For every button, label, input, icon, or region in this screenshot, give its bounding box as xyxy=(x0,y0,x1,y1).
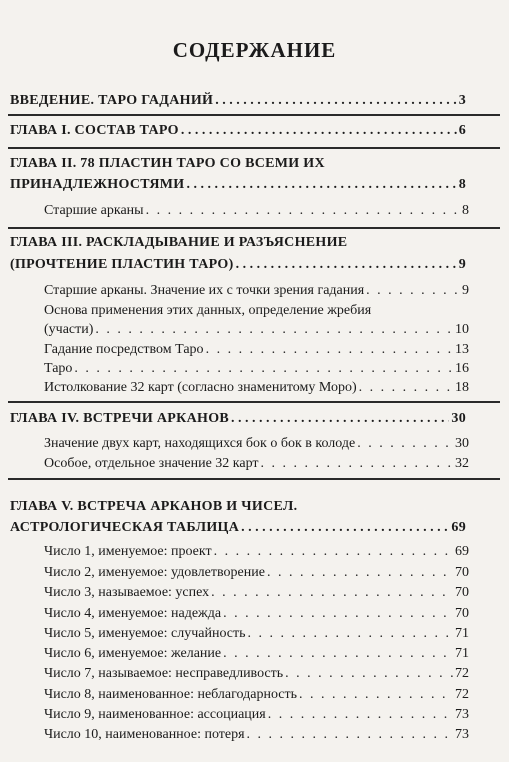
toc-page-number: 9 xyxy=(458,257,466,272)
toc-subentry xyxy=(44,583,469,603)
toc-label: Число 10, наименованное: потеря xyxy=(44,727,245,742)
toc-subentry xyxy=(44,644,469,664)
toc-page-number: 72 xyxy=(455,666,469,681)
leader-dots xyxy=(357,434,453,454)
leader-dots xyxy=(223,644,453,664)
toc-page-number: 71 xyxy=(455,626,469,641)
leader-dots xyxy=(268,705,453,725)
toc-page-number: 30 xyxy=(451,411,466,426)
leader-dots xyxy=(299,685,453,705)
toc-page-number: 9 xyxy=(462,283,469,298)
toc-entry-chapter-1 xyxy=(10,120,466,142)
section-divider xyxy=(8,478,500,480)
toc-subentry xyxy=(44,685,469,705)
toc-entry-chapter-3 xyxy=(10,254,466,276)
page-title: СОДЕРЖАНИЕ xyxy=(172,38,337,62)
toc-subentry xyxy=(44,705,469,725)
toc-page-number: 70 xyxy=(455,585,469,600)
toc-label: Число 3, называемое: успех xyxy=(44,585,210,600)
toc-label: Число 5, именуемое: случайность xyxy=(44,626,246,641)
toc-entry-chapter-2 xyxy=(10,174,466,196)
toc-subentry xyxy=(44,563,469,583)
section-divider xyxy=(8,227,500,229)
toc-label: Число 7, называемое: несправедливость xyxy=(44,666,284,681)
leader-dots xyxy=(74,359,453,379)
toc-page-number: 8 xyxy=(458,177,466,192)
toc-subentry-line-1: Основа применения этих данных, определение жребия xyxy=(44,303,372,318)
toc-entry-chapter-4 xyxy=(10,408,466,430)
leader-dots xyxy=(248,624,453,644)
toc-label: (участи) xyxy=(44,322,94,337)
toc-page-number: 32 xyxy=(455,456,469,471)
toc-page-number: 73 xyxy=(455,727,469,742)
leader-dots xyxy=(214,542,453,562)
leader-dots xyxy=(359,378,453,398)
leader-dots xyxy=(247,725,453,745)
toc-subentry xyxy=(44,359,469,379)
toc-page-number: 69 xyxy=(455,544,469,559)
leader-dots xyxy=(95,320,453,340)
leader-dots xyxy=(223,604,453,624)
toc-page-number: 8 xyxy=(462,203,469,218)
toc-label: АСТРОЛОГИЧЕСКАЯ ТАБЛИЦА xyxy=(10,520,240,535)
toc-page-number: 30 xyxy=(455,436,469,451)
toc-subentry xyxy=(44,378,469,398)
toc-page-number: 3 xyxy=(458,93,466,108)
toc-label: Гадание посредством Таро xyxy=(44,342,204,357)
toc-label: Число 1, именуемое: проект xyxy=(44,544,212,559)
leader-dots xyxy=(241,517,449,539)
leader-dots xyxy=(231,408,449,430)
toc-page-number: 69 xyxy=(451,520,466,535)
toc-subentry xyxy=(44,201,469,221)
toc-subentry xyxy=(44,542,469,562)
toc-label: Старшие арканы xyxy=(44,203,144,218)
toc-label: Число 2, именуемое: удовлетворение xyxy=(44,565,265,580)
toc-label: ГЛАВА I. СОСТАВ ТАРО xyxy=(10,123,179,138)
toc-label: Таро xyxy=(44,361,73,376)
section-divider xyxy=(8,114,500,116)
toc-page-number: 72 xyxy=(455,687,469,702)
leader-dots xyxy=(285,664,453,684)
toc-subentry xyxy=(44,434,469,454)
leader-dots xyxy=(206,340,453,360)
toc-label: Старшие арканы. Значение их с точки зрения гадания xyxy=(44,283,365,298)
toc-subentry xyxy=(44,320,469,340)
leader-dots xyxy=(261,454,453,474)
leader-dots xyxy=(366,281,460,301)
leader-dots xyxy=(181,120,457,142)
toc-subentry xyxy=(44,624,469,644)
toc-page-number: 70 xyxy=(455,565,469,580)
leader-dots xyxy=(215,90,456,112)
toc-page-number: 71 xyxy=(455,646,469,661)
toc-page-number: 13 xyxy=(455,342,469,357)
toc-label: Число 4, именуемое: надежда xyxy=(44,606,222,621)
toc-label: Истолкование 32 карт (согласно знаменитому Моро) xyxy=(44,380,357,395)
section-divider xyxy=(8,401,500,403)
toc-label: Особое, отдельное значение 32 карт xyxy=(44,456,259,471)
toc-entry-chapter-5 xyxy=(10,517,466,539)
toc-page-number: 70 xyxy=(455,606,469,621)
toc-subentry xyxy=(44,281,469,301)
section-divider xyxy=(8,147,500,149)
toc-label: ПРИНАДЛЕЖНОСТЯМИ xyxy=(10,177,185,192)
toc-label: Значение двух карт, находящихся бок о бок в колоде xyxy=(44,436,356,451)
leader-dots xyxy=(186,174,456,196)
toc-page-number: 10 xyxy=(455,322,469,337)
toc-label: Число 6, именуемое: желание xyxy=(44,646,222,661)
leader-dots xyxy=(267,563,453,583)
toc-subentry xyxy=(44,454,469,474)
toc-label: ГЛАВА IV. ВСТРЕЧИ АРКАНОВ xyxy=(10,411,230,426)
toc-subentry xyxy=(44,340,469,360)
toc-subentry xyxy=(44,725,469,745)
toc-label: ВВЕДЕНИЕ. ТАРО ГАДАНИЙ xyxy=(10,93,214,108)
leader-dots xyxy=(236,254,457,276)
toc-label: (ПРОЧТЕНИЕ ПЛАСТИН ТАРО) xyxy=(10,257,234,272)
toc-entry-intro xyxy=(10,90,466,112)
toc-label: Число 9, наименованное: ассоциация xyxy=(44,707,266,722)
toc-page-number: 6 xyxy=(458,123,466,138)
toc-subentry xyxy=(44,664,469,684)
toc-page-number: 73 xyxy=(455,707,469,722)
leader-dots xyxy=(211,583,453,603)
toc-chapter-2-line-1: ГЛАВА II. 78 ПЛАСТИН ТАРО СО ВСЕМИ ИХ xyxy=(10,156,325,171)
toc-label: Число 8, наименованное: неблагодарность xyxy=(44,687,298,702)
toc-page-number: 16 xyxy=(455,361,469,376)
toc-chapter-3-line-1: ГЛАВА III. РАСКЛАДЫВАНИЕ И РАЗЪЯСНЕНИЕ xyxy=(10,235,348,250)
toc-subentry xyxy=(44,604,469,624)
toc-page-number: 18 xyxy=(455,380,469,395)
leader-dots xyxy=(146,201,460,221)
toc-chapter-5-line-1: ГЛАВА V. ВСТРЕЧА АРКАНОВ И ЧИСЕЛ. xyxy=(10,499,298,514)
